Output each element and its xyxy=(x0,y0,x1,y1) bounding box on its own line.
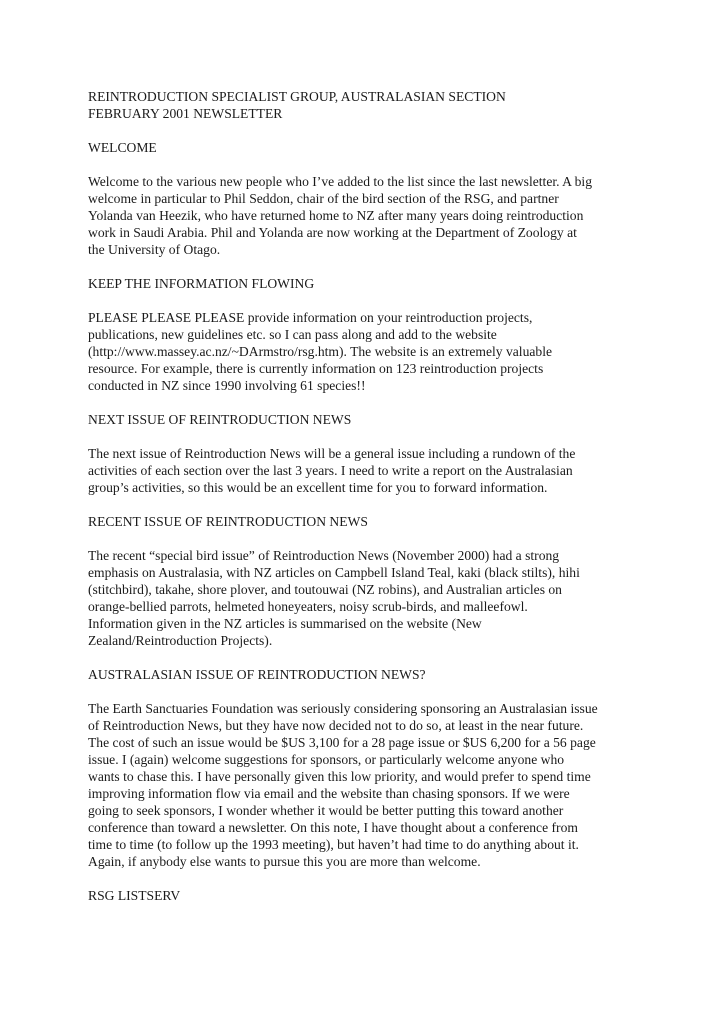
organization-title: REINTRODUCTION SPECIALIST GROUP, AUSTRALASIAN SECTION xyxy=(88,89,506,104)
section-heading: WELCOME xyxy=(88,140,157,155)
section-australasian-issue xyxy=(88,666,648,870)
section-heading: RECENT ISSUE OF REINTRODUCTION NEWS xyxy=(88,514,368,529)
paragraph-line: Welcome to the various new people who I’ve added to the list since the last newsletter. A big xyxy=(88,174,593,189)
paragraph-line: The Earth Sanctuaries Foundation was seriously considering sponsoring an Australasian issue xyxy=(88,701,598,716)
paragraph-line: Zealand/Reintroduction Projects). xyxy=(88,633,273,648)
paragraph-line: Yolanda van Heezik, who have returned home to NZ after many years doing reintroduction xyxy=(88,208,584,223)
section-information-flowing xyxy=(88,275,648,394)
section-rsg-listserv xyxy=(88,887,648,904)
section-heading: NEXT ISSUE OF REINTRODUCTION NEWS xyxy=(88,412,352,427)
spacer xyxy=(88,122,648,139)
paragraph-line: publications, new guidelines etc. so I can pass along and add to the website xyxy=(88,327,497,342)
section-paragraph xyxy=(88,173,648,258)
spacer xyxy=(88,649,648,666)
section-paragraph xyxy=(88,700,648,870)
newsletter-page xyxy=(88,88,648,904)
paragraph-line: issue. I (again) welcome suggestions for sponsors, or particularly welcome anyone who xyxy=(88,752,565,767)
paragraph-line: conducted in NZ since 1990 involving 61 species!! xyxy=(88,378,366,393)
paragraph-line: orange-bellied parrots, helmeted honeyeaters, noisy scrub-birds, and malleefowl. xyxy=(88,599,528,614)
section-paragraph xyxy=(88,445,648,496)
paragraph-line: conference than toward a newsletter. On this note, I have thought about a conference from xyxy=(88,820,578,835)
newsletter-date: FEBRUARY 2001 NEWSLETTER xyxy=(88,106,283,121)
section-heading: AUSTRALASIAN ISSUE OF REINTRODUCTION NEWS? xyxy=(88,667,426,682)
paragraph-line: Again, if anybody else wants to pursue this you are more than welcome. xyxy=(88,854,481,869)
paragraph-line: Information given in the NZ articles is summarised on the website (New xyxy=(88,616,482,631)
paragraph-line: The cost of such an issue would be $US 3,100 for a 28 page issue or $US 6,200 for a 56 page xyxy=(88,735,596,750)
section-paragraph xyxy=(88,309,648,394)
paragraph-line: work in Saudi Arabia. Phil and Yolanda are now working at the Department of Zoology at xyxy=(88,225,577,240)
paragraph-line: emphasis on Australasia, with NZ articles on Campbell Island Teal, kaki (black stilts), hihi xyxy=(88,565,580,580)
newsletter-header xyxy=(88,88,648,122)
paragraph-line: wants to chase this. I have personally given this low priority, and would prefer to spend time xyxy=(88,769,591,784)
paragraph-line: time to time (to follow up the 1993 meeting), but haven’t had time to do anything about it. xyxy=(88,837,579,852)
paragraph-line: activities of each section over the last 3 years. I need to write a report on the Australasian xyxy=(88,463,573,478)
section-recent-issue xyxy=(88,513,648,649)
spacer xyxy=(88,496,648,513)
spacer xyxy=(88,683,648,700)
paragraph-line: (http://www.massey.ac.nz/~DArmstro/rsg.htm). The website is an extremely valuable xyxy=(88,344,553,359)
spacer xyxy=(88,428,648,445)
paragraph-line: PLEASE PLEASE PLEASE provide information on your reintroduction projects, xyxy=(88,310,533,325)
spacer xyxy=(88,870,648,887)
paragraph-line: The recent “special bird issue” of Reintroduction News (November 2000) had a strong xyxy=(88,548,560,563)
section-welcome xyxy=(88,139,648,258)
spacer xyxy=(88,156,648,173)
paragraph-line: resource. For example, there is currently information on 123 reintroduction projects xyxy=(88,361,544,376)
spacer xyxy=(88,292,648,309)
paragraph-line: of Reintroduction News, but they have now decided not to do so, at least in the near future. xyxy=(88,718,584,733)
paragraph-line: going to seek sponsors, I wonder whether it would be better putting this toward another xyxy=(88,803,564,818)
paragraph-line: (stitchbird), takahe, shore plover, and toutouwai (NZ robins), and Australian articles on xyxy=(88,582,562,597)
paragraph-line: the University of Otago. xyxy=(88,242,221,257)
section-heading: KEEP THE INFORMATION FLOWING xyxy=(88,276,315,291)
paragraph-line: improving information flow via email and the website than chasing sponsors. If we were xyxy=(88,786,570,801)
section-next-issue xyxy=(88,411,648,496)
paragraph-line: The next issue of Reintroduction News will be a general issue including a rundown of the xyxy=(88,446,576,461)
spacer xyxy=(88,258,648,275)
spacer xyxy=(88,394,648,411)
spacer xyxy=(88,530,648,547)
paragraph-line: group’s activities, so this would be an excellent time for you to forward information. xyxy=(88,480,548,495)
section-heading: RSG LISTSERV xyxy=(88,888,181,903)
section-paragraph xyxy=(88,547,648,649)
paragraph-line: welcome in particular to Phil Seddon, chair of the bird section of the RSG, and partner xyxy=(88,191,559,206)
